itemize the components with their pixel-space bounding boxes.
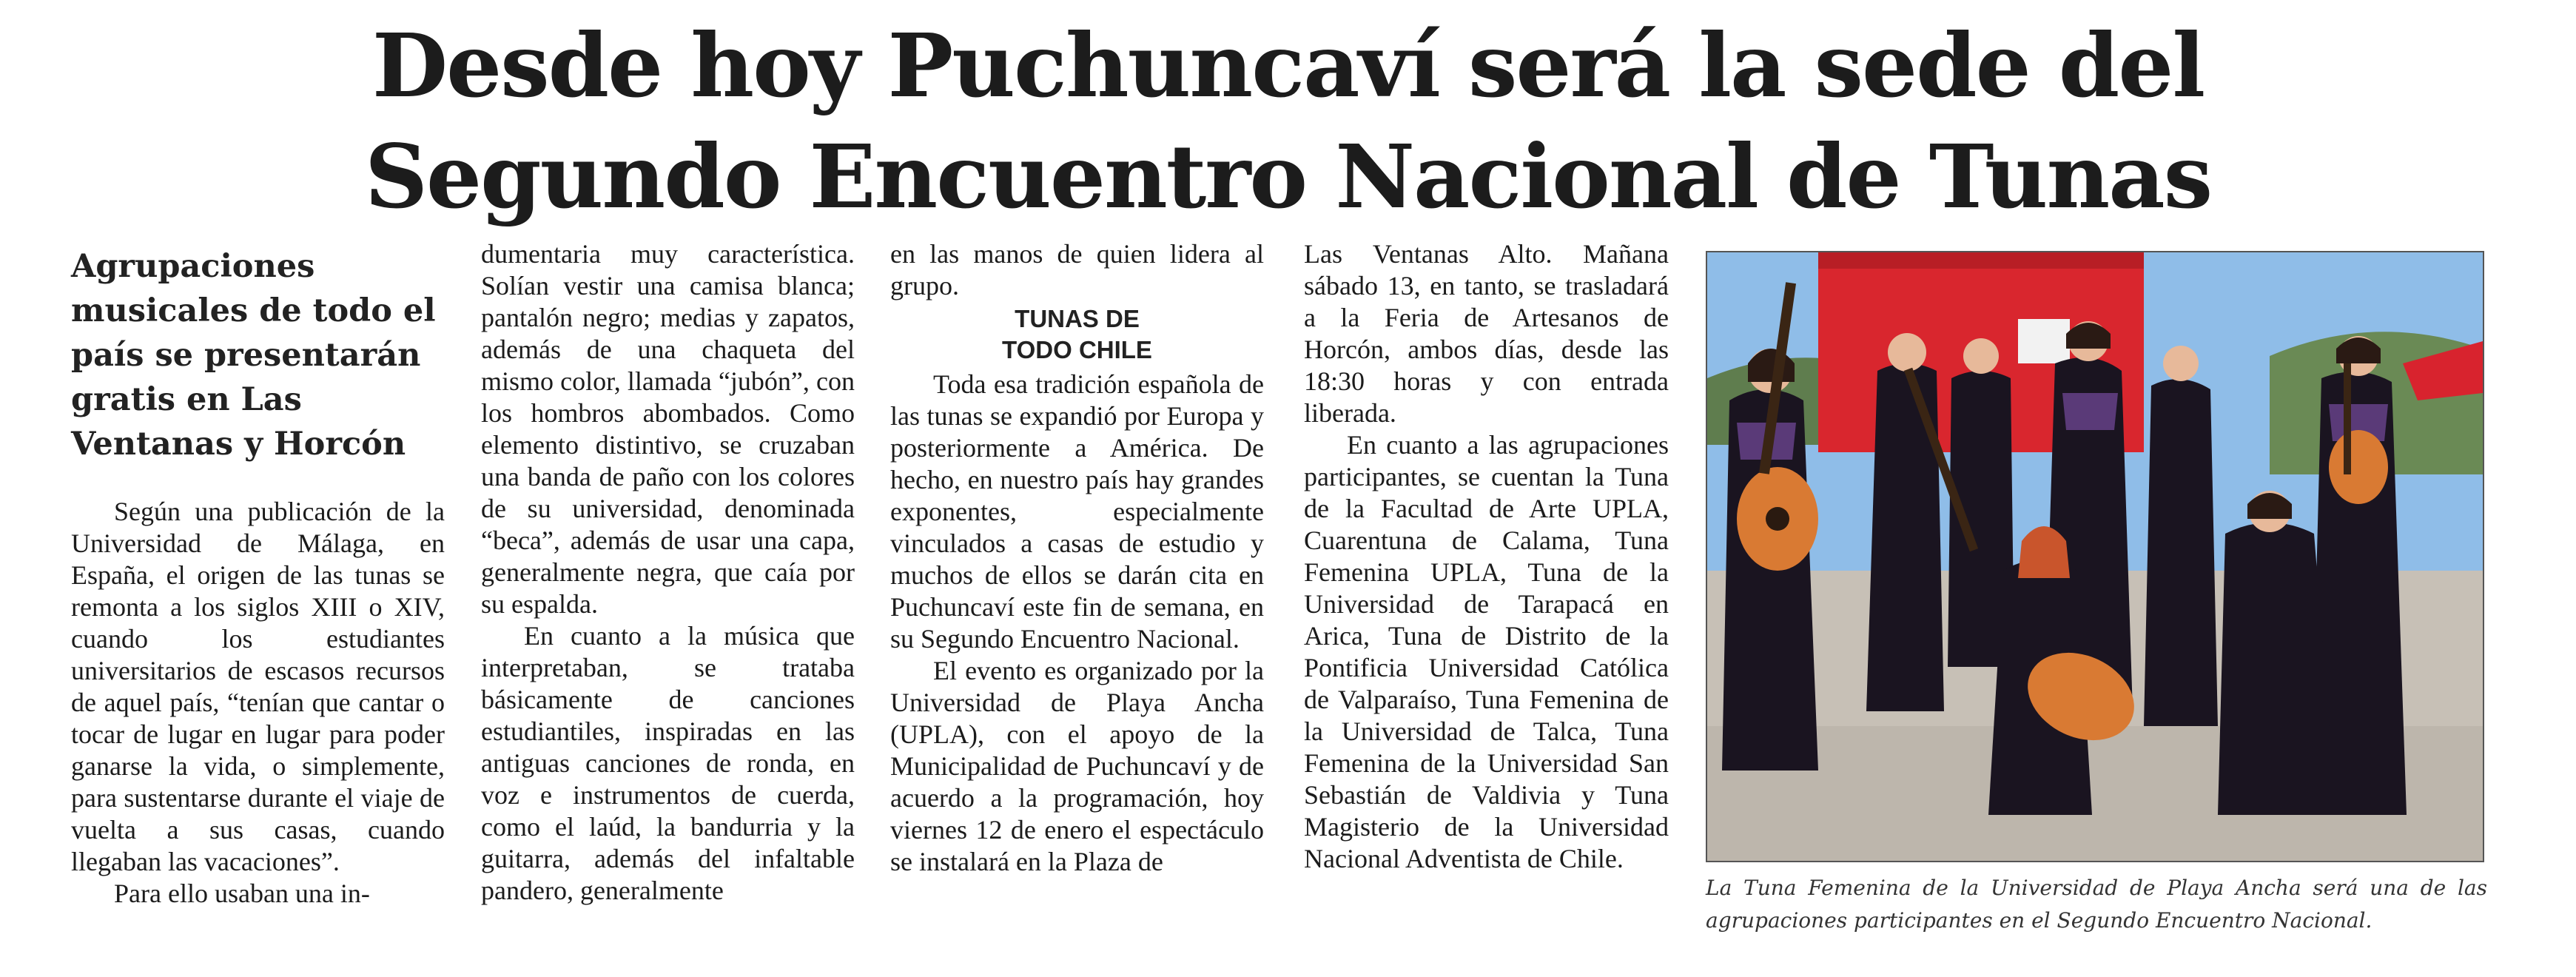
section-title-line-1: TUNAS DE bbox=[1015, 305, 1140, 332]
paragraph: Para ello usaban una in- bbox=[114, 879, 370, 908]
group-photo bbox=[1706, 251, 2484, 862]
paragraph: en las manos de quien lidera al grupo. bbox=[890, 239, 1264, 301]
article-column-3 bbox=[890, 238, 1264, 878]
paragraph: Las Ventanas Alto. Mañana sábado 13, en tanto, se trasladará a la Feria de Artesanos de Horcón, ambos días, desde las 18:30 horas y con entrada liberada. bbox=[1304, 239, 1669, 428]
headline bbox=[0, 10, 2576, 232]
article-column-4 bbox=[1304, 238, 1669, 875]
headline-line-2: Segundo Encuentro Nacional de Tunas bbox=[364, 125, 2212, 228]
headline-line-1: Desde hoy Puchuncaví será la sede del bbox=[371, 14, 2205, 117]
section-title bbox=[890, 303, 1264, 366]
paragraph: Según una publicación de la Universidad de Málaga, en España, el origen de las tunas se remonta a los siglos XIII o XIV, cuando los estudiantes universitarios de escasos recursos de aquel país, “tenían que cantar o tocar de lugar en lugar para poder ganarse la vida, o simplemente, para sustentarse durante el viaje de vuelta a sus casas, cuando llegaban las vacaciones”. bbox=[71, 497, 445, 876]
group-photo-illustration bbox=[1707, 252, 2483, 861]
paragraph: dumentaria muy característica. Solían vestir una camisa blanca; pantalón negro; medias y zapatos, además de una chaqueta del mismo color, llamada “jubón”, con los hombros abombados. Como elemento distintivo, se cruzaban una banda de paño con los colores de su universidad, denominada “beca”, además de usar una capa, generalmente negra, que caía por su espalda. bbox=[481, 239, 855, 619]
article-column-1 bbox=[71, 496, 445, 910]
paragraph: El evento es organizado por la Universidad de Playa Ancha (UPLA), con el apoyo de la Municipalidad de Puchuncaví y de acuerdo a la programación, hoy viernes 12 de enero el espectáculo se instalará en la Plaza de bbox=[890, 656, 1264, 876]
paragraph: Toda esa tradición española de las tunas se expandió por Europa y posteriormente a América. De hecho, en nuestro país hay grandes exponentes, especialmente vinculados a casas de estudio y muchos de ellos se darán cita en Puchuncaví este fin de semana, en su Segundo Encuentro Nacional. bbox=[890, 369, 1264, 654]
subheadline: Agrupaciones musicales de todo el país se presentarán gratis en Las Ventanas y Horcón bbox=[71, 248, 436, 463]
paragraph: En cuanto a las agrupaciones participantes, se cuentan la Tuna de la Facultad de Arte UPLA, Cuarentuna de Calama, Tuna Femenina UPLA, Tuna de la Universidad de Tarapacá en Arica, Tuna de Distrito de la Pontificia Universidad Católica de Valparaíso, Tuna Femenina de la Universidad de Talca, Tuna Femenina de la Universidad San Sebastián de Valdivia y Tuna Magisterio de la Universidad Nacional Adventista de Chile. bbox=[1304, 430, 1669, 873]
section-title-line-2: TODO CHILE bbox=[1002, 336, 1152, 363]
photo-caption: La Tuna Femenina de la Universidad de Playa Ancha será una de las agrupaciones participantes en el Segundo Encuentro Nacional. bbox=[1706, 876, 2487, 933]
paragraph: En cuanto a la música que interpretaban, se trataba básicamente de canciones estudiantiles, inspiradas en las antiguas canciones de ronda, en voz e instrumentos de cuerda, como el laúd, la bandurria y la guitarra, además del infaltable pandero, generalmente bbox=[481, 621, 855, 905]
article-column-2 bbox=[481, 238, 855, 907]
